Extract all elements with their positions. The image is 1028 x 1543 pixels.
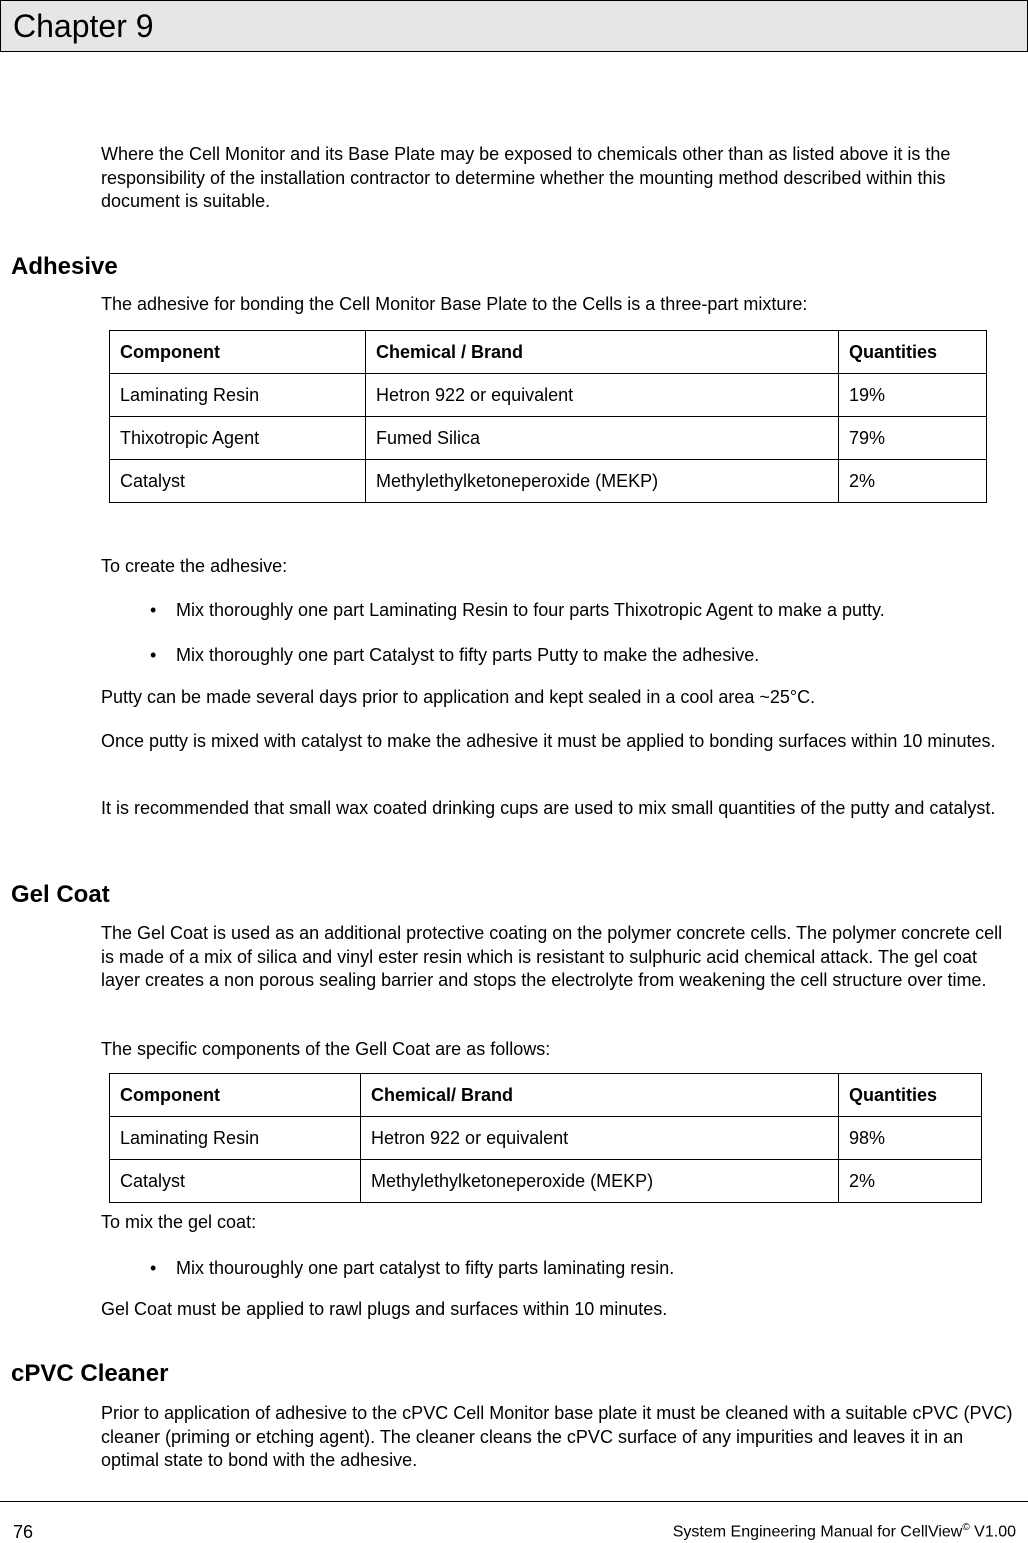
table-header-cell: Chemical/ Brand [361,1074,839,1117]
table-row [110,1160,982,1203]
table-cell: Methylethylketoneperoxide (MEKP) [361,1160,839,1203]
table-header-row [110,1074,982,1117]
create-adhesive-label: To create the adhesive: [101,556,288,576]
bullet-icon: • [150,600,157,620]
gel-coat-components-label: The specific components of the Gell Coat are as follows: [101,1039,551,1059]
page-number: 76 [13,1522,34,1542]
gel-coat-intro: The Gel Coat is used as an additional protective coating on the polymer concrete cells. The polymer concrete cell is made of a mix of silica and vinyl ester resin which is resistant to sulphuric acid chemical attack. The gel coat layer creates a non porous sealing barrier and stops the electrolyte from weakening the cell structure over time. [101,923,1003,990]
gel-coat-apply-note: Gel Coat must be applied to rawl plugs and surfaces within 10 minutes. [101,1299,668,1319]
section-heading-gel-coat: Gel Coat [11,881,110,908]
table-row [110,374,987,417]
adhesive-intro: The adhesive for bonding the Cell Monitor Base Plate to the Cells is a three-part mixture: [101,294,808,314]
manual-title [673,1522,1016,1541]
table-cell: Laminating Resin [110,374,366,417]
table-header-cell: Component [110,331,366,374]
list-item: Mix thoroughly one part Catalyst to fifty parts Putty to make the adhesive. [176,645,760,665]
bullet-icon: • [150,645,157,665]
table-header-cell: Chemical / Brand [366,331,839,374]
list-item: Mix thoroughly one part Laminating Resin to four parts Thixotropic Agent to make a putty. [176,600,885,620]
gel-coat-table [109,1073,982,1203]
section-heading-adhesive: Adhesive [11,253,118,280]
chapter-header [0,0,1028,52]
table-header-cell: Component [110,1074,361,1117]
bullet-icon: • [150,1258,157,1278]
copyright-mark: © [962,1522,970,1533]
table-cell: 2% [839,460,987,503]
mix-gel-coat-label: To mix the gel coat: [101,1212,257,1232]
table-cell: 79% [839,417,987,460]
intro-paragraph: Where the Cell Monitor and its Base Plate may be exposed to chemicals other than as listed above it is the responsibility of the installation contractor to determine whether the mounting method described within this document is suitable. [101,144,951,211]
table-header-cell: Quantities [839,331,987,374]
table-cell: 2% [839,1160,982,1203]
list-item: Mix thouroughly one part catalyst to fifty parts laminating resin. [176,1258,675,1278]
table-cell: 98% [839,1117,982,1160]
table-cell: Fumed Silica [366,417,839,460]
section-heading-cpvc-cleaner: cPVC Cleaner [11,1360,169,1387]
table-cell: Laminating Resin [110,1117,361,1160]
table-cell: Catalyst [110,460,366,503]
table-header-cell: Quantities [839,1074,982,1117]
table-row [110,417,987,460]
cpvc-cleaner-text: Prior to application of adhesive to the cPVC Cell Monitor base plate it must be cleaned with a suitable cPVC (PVC) cleaner (priming or etching agent). The cleaner cleans the cPVC surface of any impurities and leaves it in an optimal state to bond with the adhesive. [101,1403,1013,1470]
table-row [110,460,987,503]
table-cell: Catalyst [110,1160,361,1203]
table-cell: 19% [839,374,987,417]
table-cell: Methylethylketoneperoxide (MEKP) [366,460,839,503]
chapter-title: Chapter 9 [13,8,154,44]
table-cell: Hetron 922 or equivalent [366,374,839,417]
table-cell: Thixotropic Agent [110,417,366,460]
table-cell: Hetron 922 or equivalent [361,1117,839,1160]
manual-version: V1.00 [969,1523,1016,1541]
table-row [110,1117,982,1160]
cups-note: It is recommended that small wax coated drinking cups are used to mix small quantities of the putty and catalyst. [101,798,996,818]
table-header-row [110,331,987,374]
manual-title-text: System Engineering Manual for CellView [672,1523,963,1541]
putty-note: Putty can be made several days prior to application and kept sealed in a cool area ~25°C. [101,687,816,707]
footer-divider [0,1501,1028,1502]
mix-note: Once putty is mixed with catalyst to make the adhesive it must be applied to bonding surfaces within 10 minutes. [101,731,996,751]
adhesive-table [109,330,987,503]
